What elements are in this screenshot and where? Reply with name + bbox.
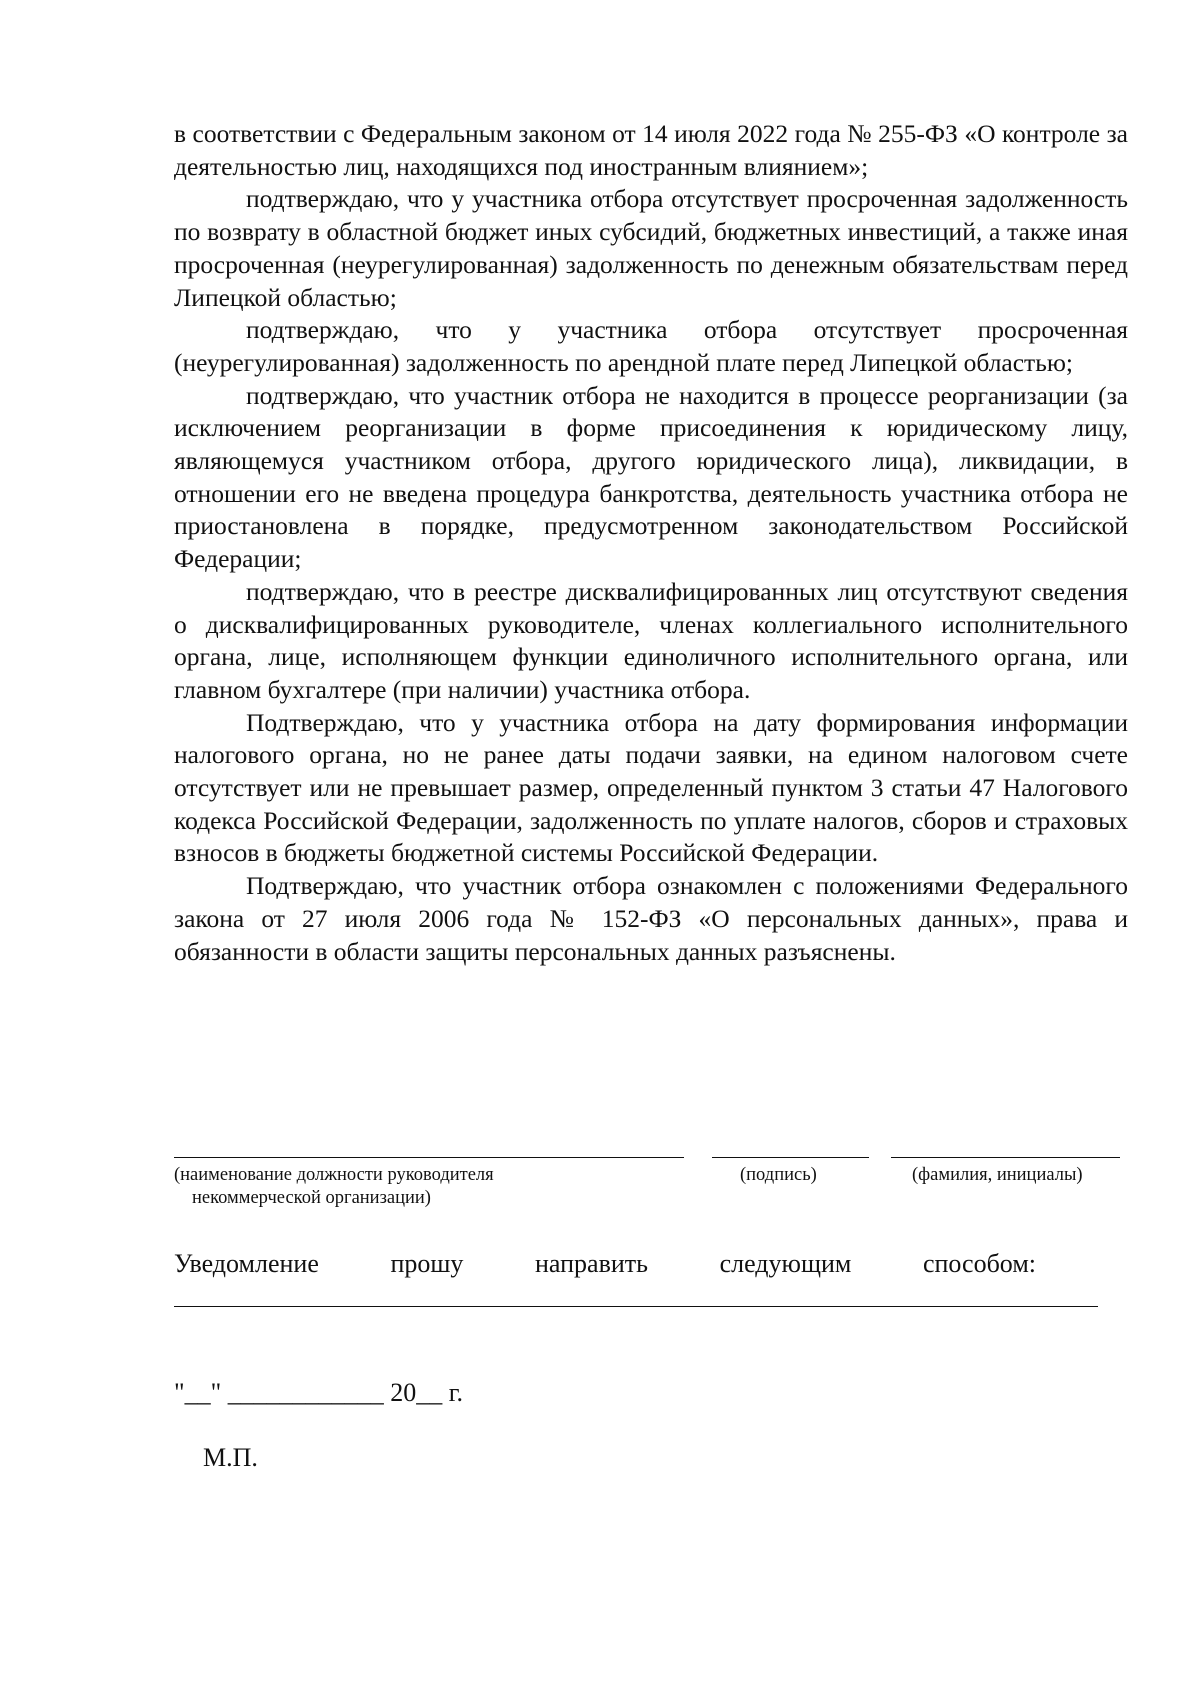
name-caption: (фамилия, инициалы) — [912, 1165, 1083, 1185]
position-caption-continued: некоммерческой организации) — [192, 1188, 431, 1208]
notification-method-line — [174, 1248, 1036, 1280]
document-body — [174, 118, 1128, 968]
name-signature-line — [891, 1157, 1120, 1158]
notification-word: способом: — [922, 1249, 1036, 1278]
date-line: "__" ____________ 20__ г. — [174, 1378, 463, 1407]
stamp-place: М.П. — [203, 1443, 258, 1472]
notification-word: следующим — [719, 1249, 852, 1278]
position-caption: (наименование должности руководителя — [174, 1165, 494, 1185]
paragraph: подтверждаю, что в реестре дисквалифицированных лиц отсутствуют сведения о дисквалифицированных руководителе, членах коллегиального исполнительного органа, лице, исполняющем функции единоличного исполнительного органа, или главном бухгалтере (при наличии) участника отбора. — [174, 576, 1128, 704]
paragraph: Подтверждаю, что участник отбора ознакомлен с положениями Федерального закона от 27 июля 2006 года № 152-ФЗ «О персональных данных», права и обязанности в области защиты персональных данных разъяснены. — [174, 871, 1128, 966]
paragraph: в соответствии с Федеральным законом от 14 июля 2022 года № 255-ФЗ «О контроле за деятельностью лиц, находящихся под иностранным влиянием»; — [174, 119, 1128, 181]
paragraph: Подтверждаю, что у участника отбора на дату формирования информации налогового органа, но не ранее даты подачи заявки, на едином налоговом счете отсутствует или не превышает размер, определенный пунктом 3 статьи 47 Налогового кодекса Российской Федерации, задолженность по уплате налогов, сборов и страховых взносов в бюджеты бюджетной системы Российской Федерации. — [174, 707, 1128, 868]
notification-method-blank — [174, 1306, 1098, 1307]
paragraph: подтверждаю, что участник отбора не находится в процессе реорганизации (за исключением реорганизации в форме присоединения к юридическому лицу, являющемуся участником отбора, другого юридического лица), ликвидации, в отношении его не введена процедура банкротства, деятельность участника отбора не приостановлена в порядке, предусмотренном законодательством Российской Федерации; — [174, 380, 1128, 574]
paragraph: подтверждаю, что у участника отбора отсутствует просроченная (неурегулированная) задолженность по арендной плате перед Липецкой областью; — [174, 315, 1128, 377]
notification-word: прошу — [390, 1249, 464, 1278]
position-signature-line — [174, 1157, 684, 1158]
signature-caption: (подпись) — [740, 1165, 817, 1185]
notification-word: Уведомление — [174, 1249, 319, 1278]
signature-line — [712, 1157, 869, 1158]
paragraph: подтверждаю, что у участника отбора отсутствует просроченная задолженность по возврату в областной бюджет иных субсидий, бюджетных инвестиций, а также иная просроченная (неурегулированная) задолженность по денежным обязательствам перед Липецкой областью; — [174, 184, 1128, 312]
notification-word: направить — [535, 1249, 648, 1278]
